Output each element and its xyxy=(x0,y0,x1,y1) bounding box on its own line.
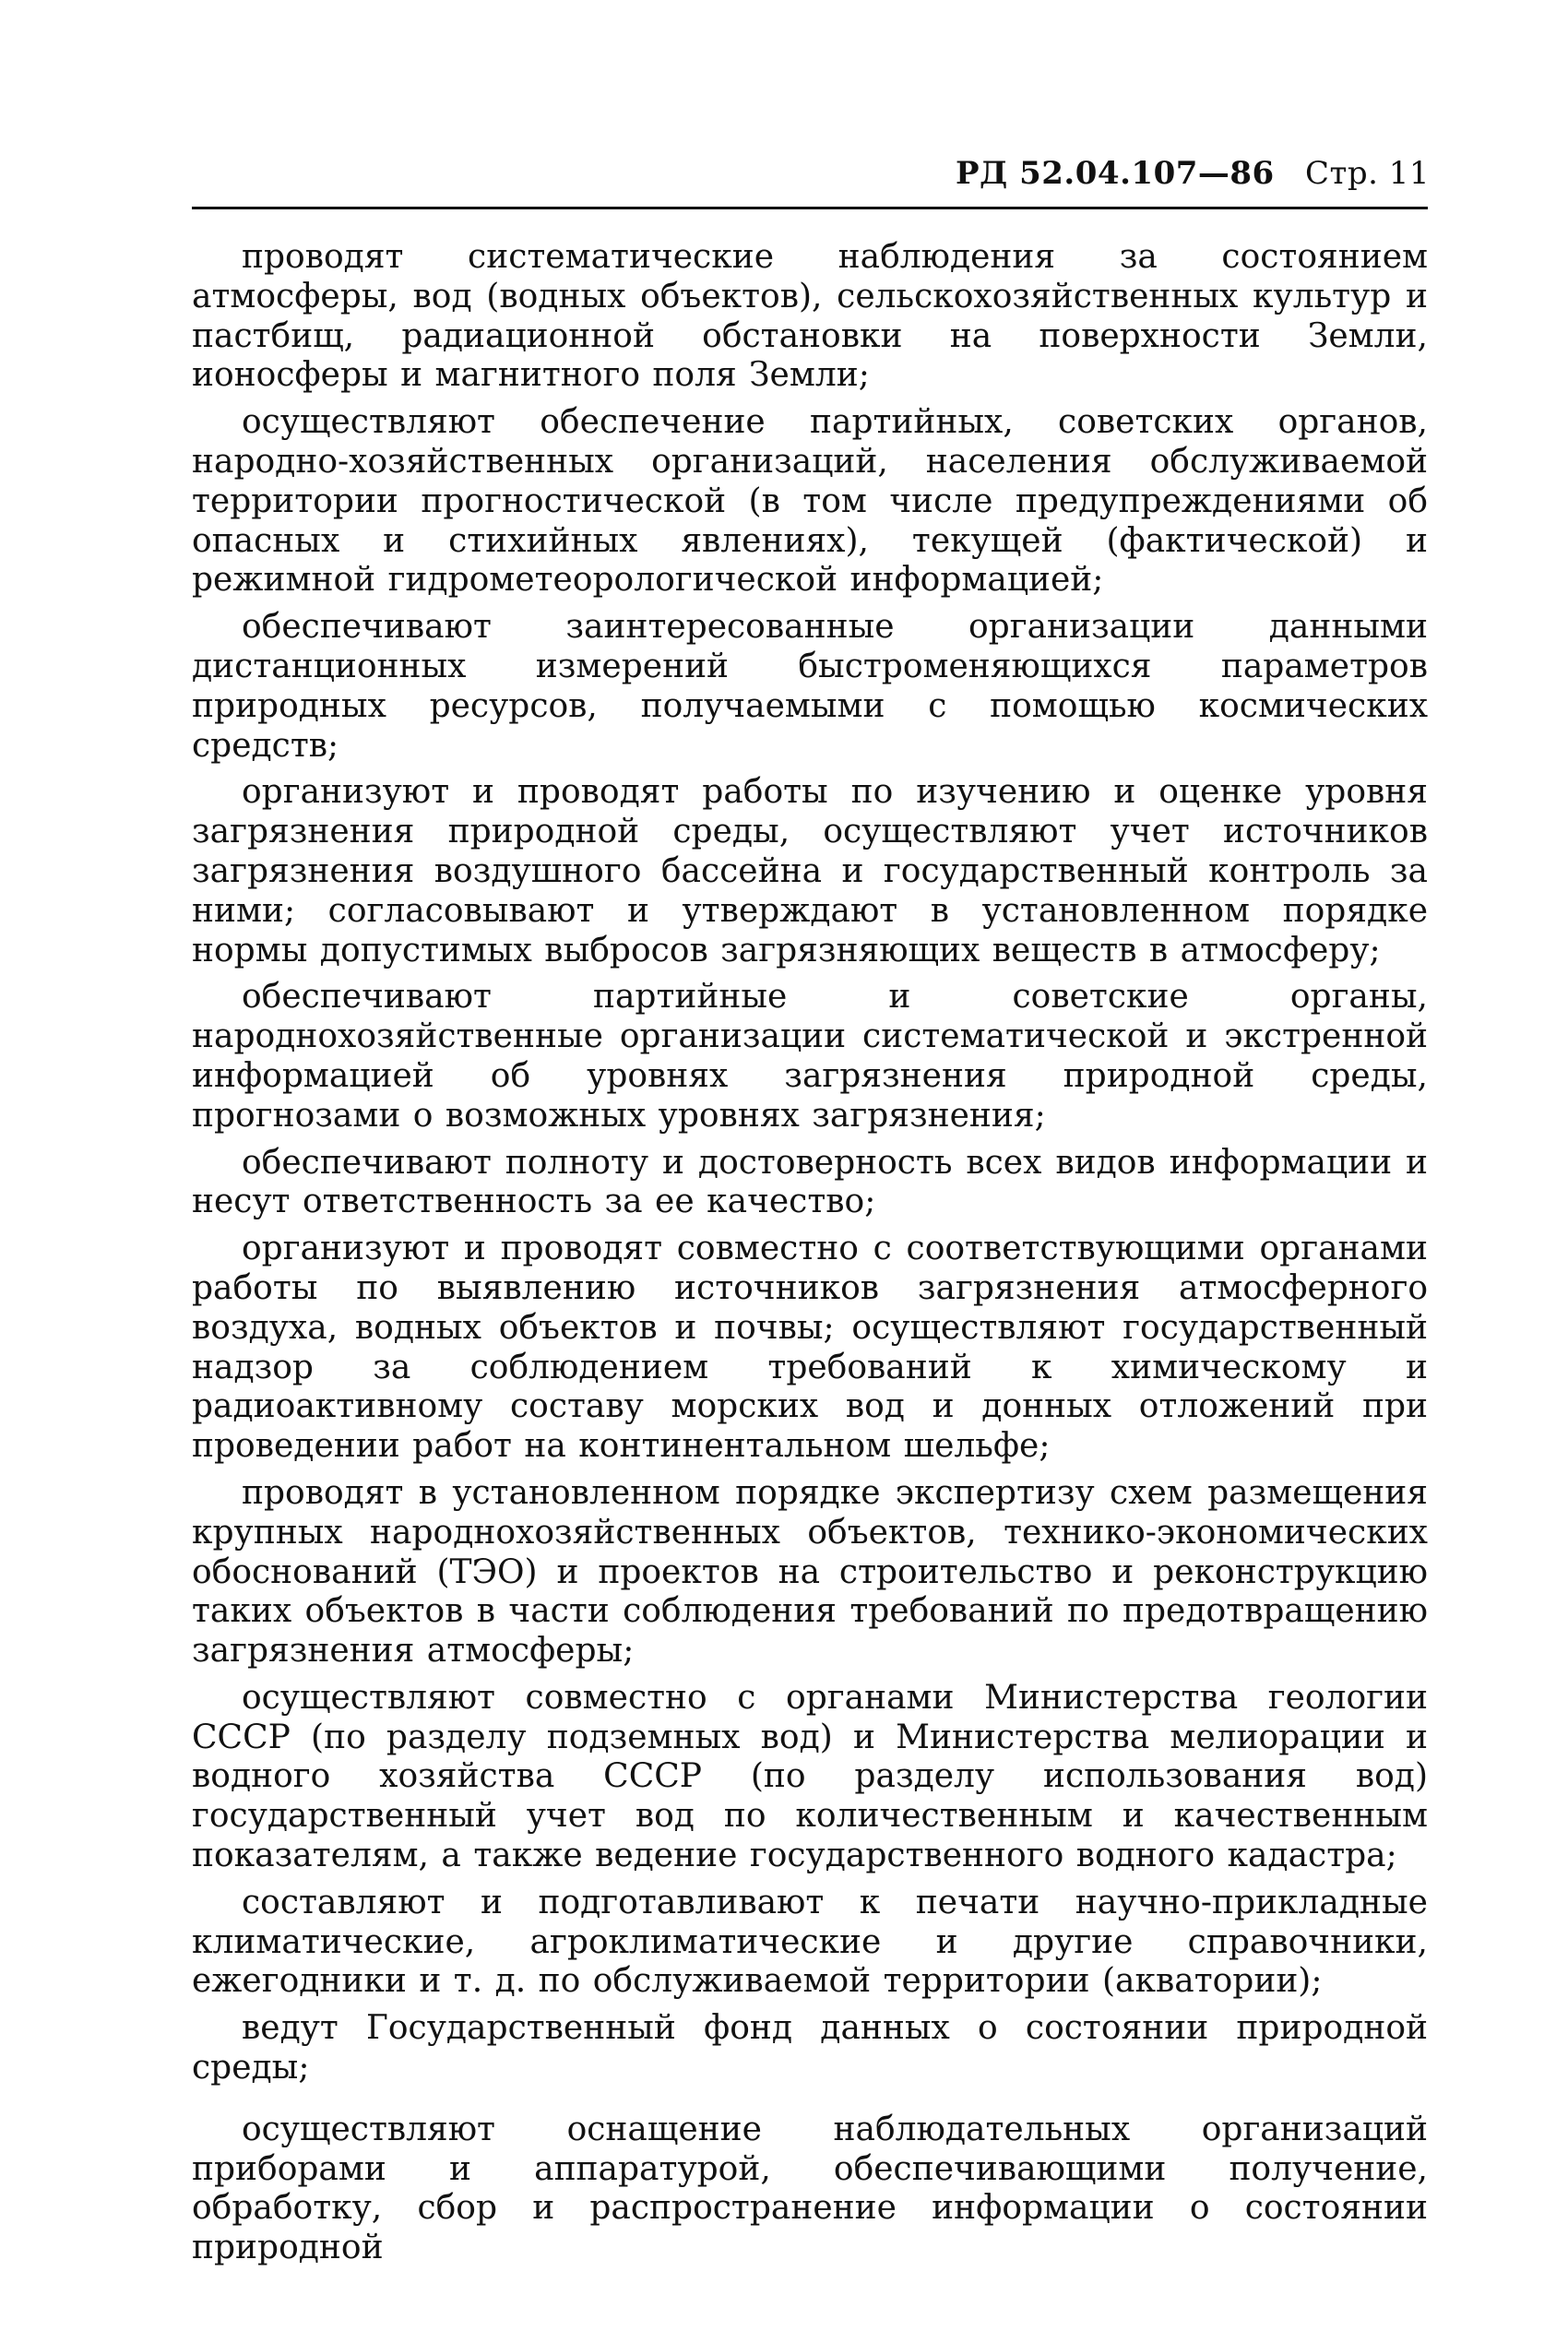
header-divider xyxy=(192,207,1428,209)
paragraph: проводят в установленном порядке экспертизу схем размещения крупных народнохозяйственных объектов, технико-экономических обоснований (ТЭО) и проектов на строительство и реконструкцию таких объектов в части соблюдения требований по предотвращению загрязнения атмосферы; xyxy=(192,1473,1428,1671)
paragraph: организуют и проводят совместно с соответствующими органами работы по выявлению источников загрязнения атмосферного воздуха, водных объектов и почвы; осуществляют государственный надзор за соблюдением требований к химическому и радиоактивному составу морских вод и донных отложений при проведении работ на континентальном шельфе; xyxy=(192,1230,1428,1466)
paragraph: составляют и подготавливают к печати научно-прикладные климатические, агроклиматические и другие справочники, ежегодники и т. д. по обслуживаемой территории (акватории); xyxy=(192,1883,1428,2001)
paragraph: проводят систематические наблюдения за состоянием атмосферы, вод (водных объектов), сельскохозяйственных культур и пастбищ, радиационной обстановки на поверхности Земли, ионосферы и магнитного поля Земли; xyxy=(192,238,1428,395)
page-number: Стр. 11 xyxy=(1305,155,1430,192)
paragraph: осуществляют обеспечение партийных, советских органов, народно-хозяйственных организаций, населения обслуживаемой территории прогностической (в том числе предупреждениями об опасных и стихийных явлениях), текущей (фактической) и режимной гидрометеорологической информацией; xyxy=(192,403,1428,600)
paragraph: обеспечивают полноту и достоверность всех видов информации и несут ответственность за ее качество; xyxy=(192,1143,1428,1221)
paragraph: обеспечивают заинтересованные организации данными дистанционных измерений быстроменяющихся параметров природных ресурсов, получаемыми с помощью космических средств; xyxy=(192,608,1428,765)
document-code: РД 52.04.107—86 xyxy=(955,155,1275,192)
paragraph: осуществляют совместно с органами Министерства геологии СССР (по разделу подземных вод) и Министерства мелиорации и водного хозяйства СССР (по разделу использования вод) государственный учет вод по количественным и качественным показателям, а также ведение государственного водного кадастра; xyxy=(192,1678,1428,1875)
running-header xyxy=(956,155,1430,192)
paragraph: осуществляют оснащение наблюдательных организаций приборами и аппаратурой, обеспечивающими получение, обработку, сбор и распространение информации о состоянии природной xyxy=(192,2110,1428,2267)
paragraph: обеспечивают партийные и советские органы, народнохозяйственные организации систематической и экстренной информацией об уровнях загрязнения природной среды, прогнозами о возможных уровнях загрязнения; xyxy=(192,978,1428,1135)
paragraph: организуют и проводят работы по изучению и оценке уровня загрязнения природной среды, осуществляют учет источников загрязнения воздушного бассейна и государственный контроль за ними; согласовывают и утверждают в установленном порядке нормы допустимых выбросов загрязняющих веществ в атмосферу; xyxy=(192,773,1428,969)
paragraph: ведут Государственный фонд данных о состоянии природной среды; xyxy=(192,2009,1428,2087)
body-text xyxy=(192,238,1428,2276)
